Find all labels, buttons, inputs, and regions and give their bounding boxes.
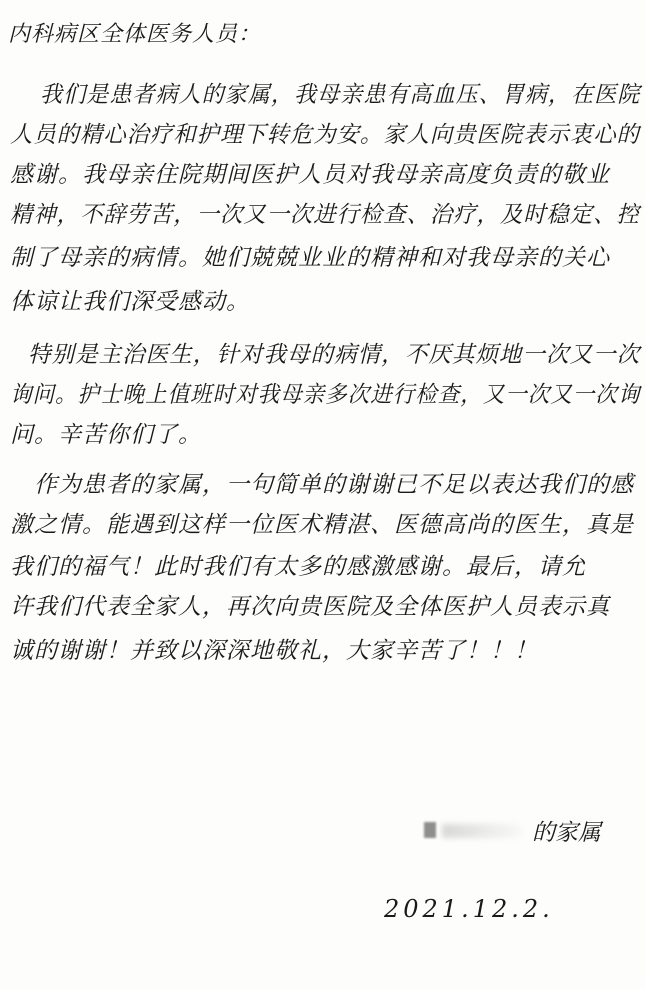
letter-line: 精神，不辞劳苦，一次又一次进行检查、治疗，及时稳定、控: [10, 202, 640, 228]
redacted-name: [420, 818, 528, 844]
redaction-smear: [442, 824, 522, 838]
letter-line: 感谢。我母亲住院期间医护人员对我母亲高度负责的敬业: [10, 162, 610, 188]
letter-line: 许我们代表全家人，再次向贵医院及全体医护人员表示真: [10, 594, 610, 620]
letter-line: 特别是主治医生，针对我母的病情，不厌其烦地一次又一次: [28, 342, 641, 368]
letter-line: 诚的谢谢！并致以深深地敬礼，大家辛苦了！！！: [10, 638, 538, 664]
letter-line: 作为患者的家属，一句简单的谢谢已不足以表达我们的感: [34, 472, 634, 498]
letter-line: 我们的福气！此时我们有太多的感激感谢。最后，请允: [10, 554, 586, 580]
redaction-block: [424, 822, 436, 838]
letter-line: 我们是患者病人的家属，我母亲患有高血压、胃病，在医院: [40, 82, 641, 108]
letter-line: 制了母亲的病情。她们兢兢业业的精神和对我母亲的关心: [10, 245, 610, 271]
letter-date: 2021.12.2.: [384, 895, 554, 923]
letter-line: 人员的精心治疗和护理下转危为安。家人向贵医院表示衷心的: [10, 122, 640, 148]
letter-line: 体谅让我们深受感动。: [10, 289, 250, 315]
letter-line: 激之情。能遇到这样一位医术精湛、医德高尚的医生，真是: [10, 512, 634, 538]
letter-line: 询问。护士晚上值班时对我母亲多次进行检查，又一次又一次询: [10, 382, 641, 408]
letter-line: 问。辛苦你们了。: [10, 422, 202, 448]
letter-salutation: 内科病区全体医务人员：: [8, 22, 262, 47]
signature: 的家属: [532, 820, 601, 846]
